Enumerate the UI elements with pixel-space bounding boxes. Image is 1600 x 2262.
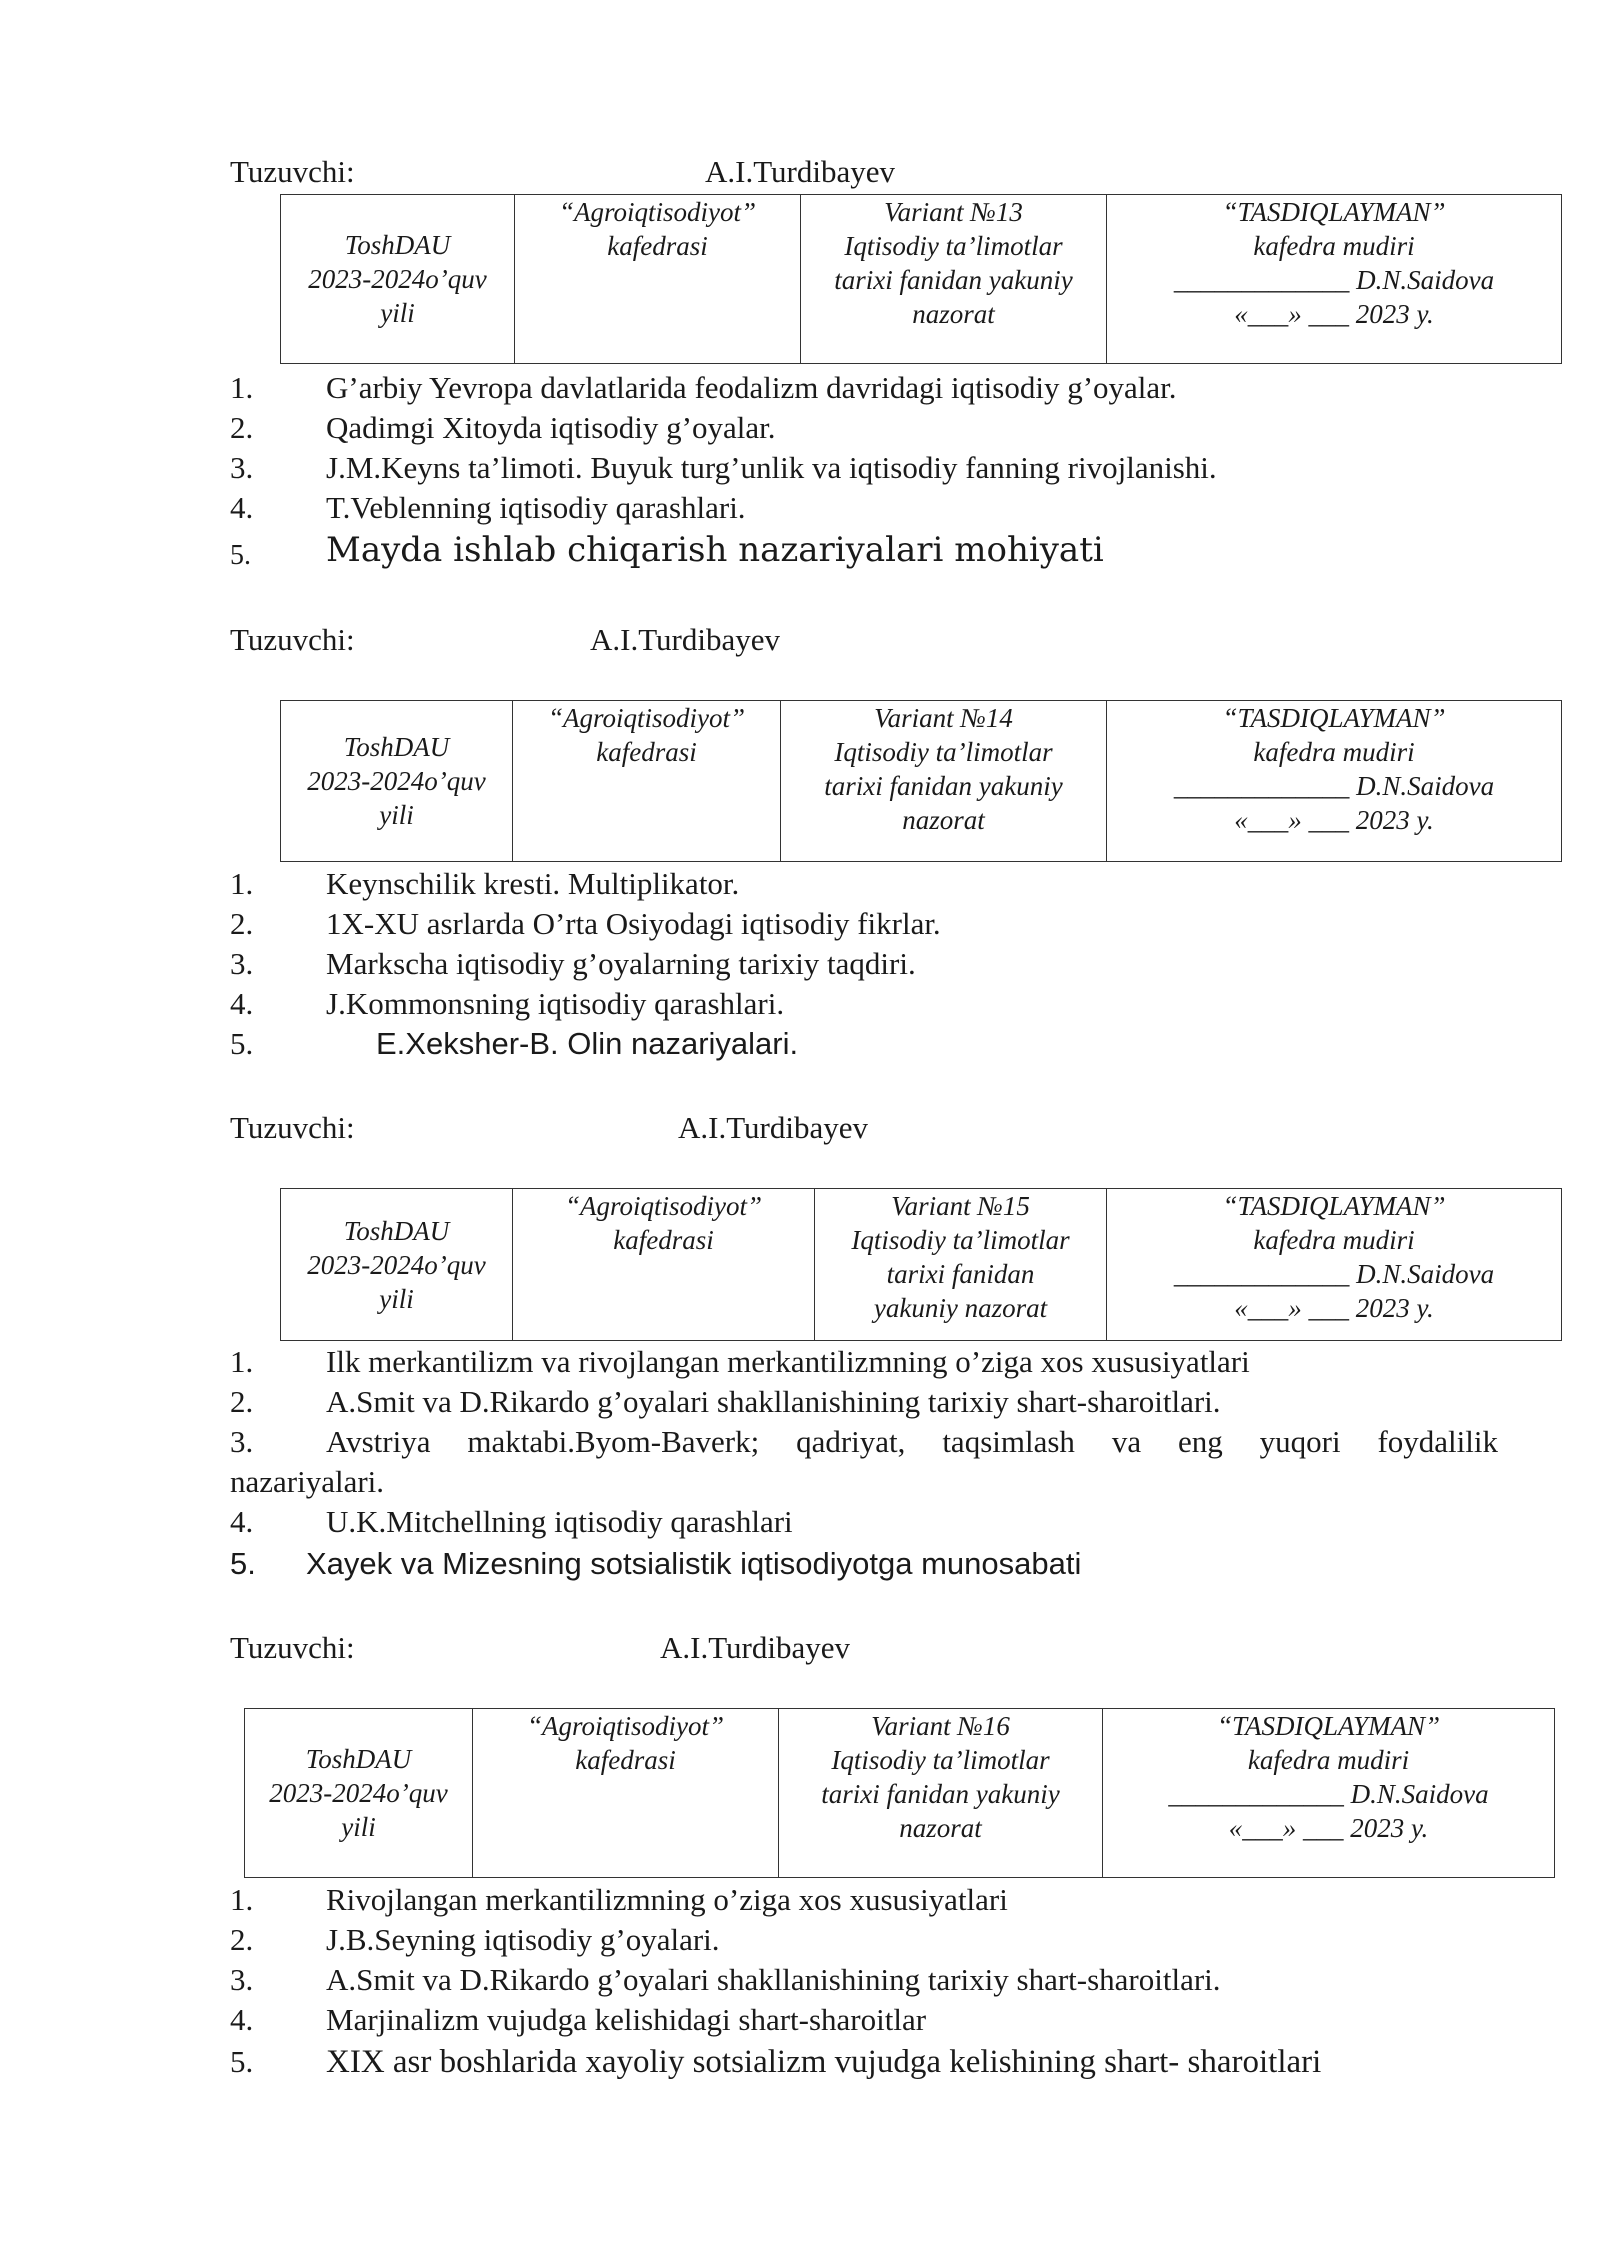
approval-cell: “TASDIQLAYMAN” kafedra mudiri _____________ D.N.Saidova «___» ___ 2023 y. xyxy=(1107,1189,1562,1341)
department-cell: “Agroiqtisodiyot” kafedrasi xyxy=(473,1709,779,1878)
university-cell: ToshDAU 2023-2024o’quv yili xyxy=(281,1189,513,1341)
tuzuvchi-name: A.I.Turdibayev xyxy=(705,154,896,189)
tuzuvchi-label: Tuzuvchi: xyxy=(230,154,355,189)
tuzuvchi-label: Tuzuvchi: xyxy=(230,622,355,657)
header-table xyxy=(280,1188,1562,1341)
tuzuvchi-line xyxy=(230,1110,869,1146)
tuzuvchi-line xyxy=(230,154,896,190)
approval-cell: “TASDIQLAYMAN” kafedra mudiri _____________ D.N.Saidova «___» ___ 2023 y. xyxy=(1103,1709,1555,1878)
approval-cell: “TASDIQLAYMAN” kafedra mudiri _____________ D.N.Saidova «___» ___ 2023 y. xyxy=(1107,195,1562,364)
variant-cell: Variant №16 Iqtisodiy ta’limotlar tarixi fanidan yakuniy nazorat xyxy=(779,1709,1103,1878)
department-cell: “Agroiqtisodiyot” kafedrasi xyxy=(513,701,781,862)
header-table xyxy=(244,1708,1555,1878)
tuzuvchi-name: A.I.Turdibayev xyxy=(678,1110,869,1145)
university-cell: ToshDAU 2023-2024o’quv yili xyxy=(245,1709,473,1878)
university-cell: ToshDAU 2023-2024o’quv yili xyxy=(281,195,515,364)
tuzuvchi-label: Tuzuvchi: xyxy=(230,1110,355,1145)
tuzuvchi-name: A.I.Turdibayev xyxy=(660,1630,851,1665)
tuzuvchi-label: Tuzuvchi: xyxy=(230,1630,355,1665)
header-table xyxy=(280,700,1562,862)
department-cell: “Agroiqtisodiyot” kafedrasi xyxy=(515,195,801,364)
header-table xyxy=(280,194,1562,364)
approval-cell: “TASDIQLAYMAN” kafedra mudiri _____________ D.N.Saidova «___» ___ 2023 y. xyxy=(1107,701,1562,862)
tuzuvchi-line xyxy=(230,622,781,658)
variant-cell: Variant №13 Iqtisodiy ta’limotlar tarixi fanidan yakuniy nazorat xyxy=(801,195,1107,364)
university-cell: ToshDAU 2023-2024o’quv yili xyxy=(281,701,513,862)
tuzuvchi-name: A.I.Turdibayev xyxy=(590,622,781,657)
variant-cell: Variant №14 Iqtisodiy ta’limotlar tarixi fanidan yakuniy nazorat xyxy=(781,701,1107,862)
question-item: 3. Avstriya maktabi.Byom-Baverk; qadriyat, taqsimlash va eng yuqori foydalilik nazariyalari. xyxy=(230,1424,1498,1499)
variant-cell: Variant №15 Iqtisodiy ta’limotlar tarixi fanidan yakuniy nazorat xyxy=(815,1189,1107,1341)
tuzuvchi-line xyxy=(230,1630,851,1666)
department-cell: “Agroiqtisodiyot” kafedrasi xyxy=(513,1189,815,1341)
